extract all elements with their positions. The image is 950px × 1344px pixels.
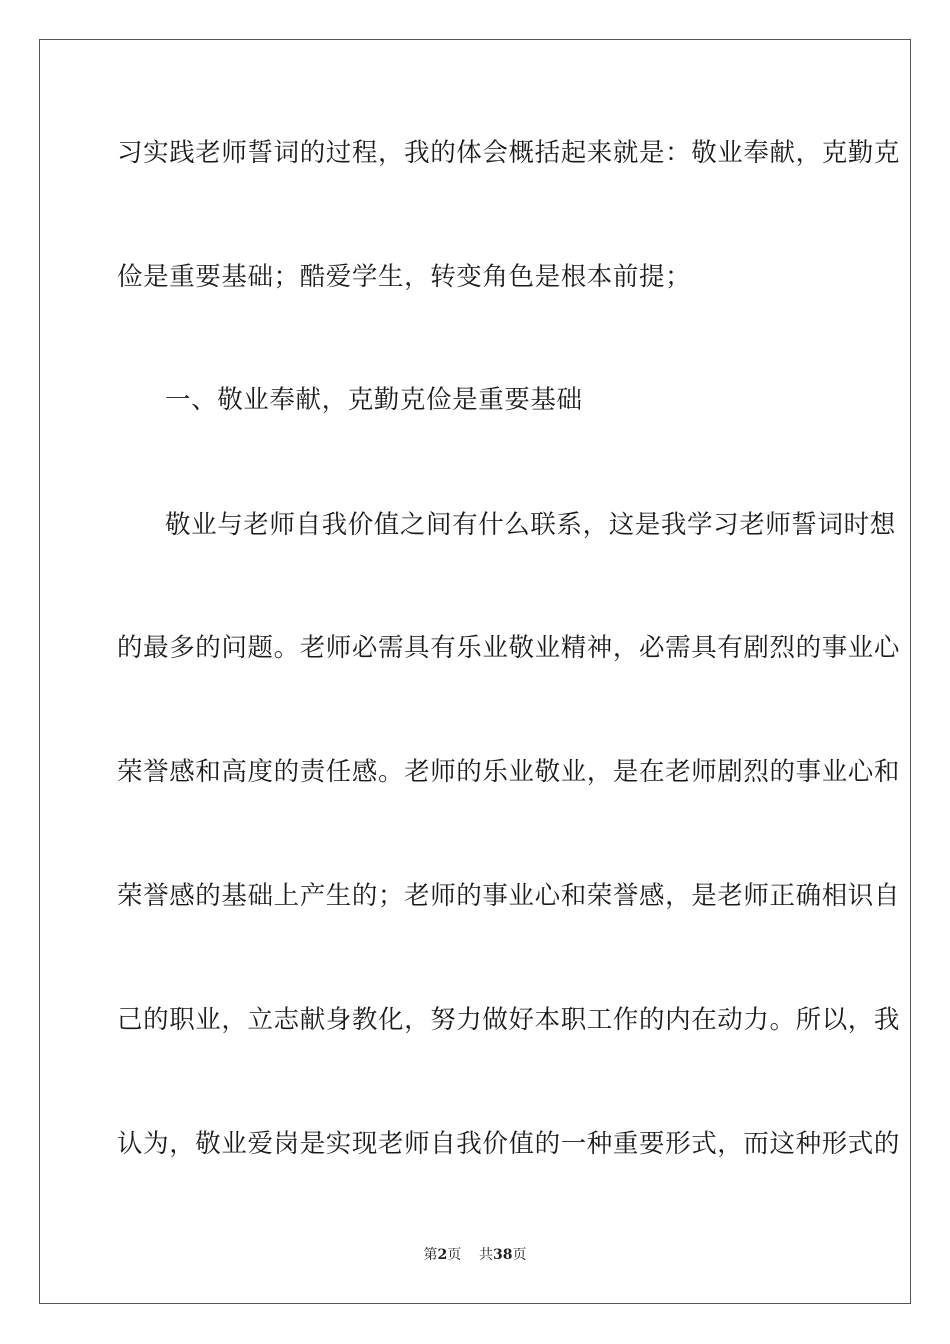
body-text-line: 敬业与老师自我价值之间有什么联系，这是我学习老师誓词时想: [165, 510, 896, 540]
total-pages: 38: [493, 1247, 513, 1263]
page-footer: [0, 1246, 950, 1264]
body-text-line: 荣誉感和高度的责任感。老师的乐业敬业，是在老师剧烈的事业心和: [117, 757, 901, 787]
body-text-line: 荣誉感的基础上产生的；老师的事业心和荣誉感，是老师正确相识自: [117, 881, 901, 911]
total-label-suffix: 页: [512, 1247, 527, 1263]
section-heading: 一、敬业奉献，克勤克俭是重要基础: [165, 385, 583, 415]
page-label-suffix: 页: [447, 1247, 462, 1263]
body-text-line: 认为，敬业爱岗是实现老师自我价值的一种重要形式，而这种形式的: [117, 1129, 901, 1159]
total-label-prefix: 共: [479, 1247, 494, 1263]
body-text-line: 的最多的问题。老师必需具有乐业敬业精神，必需具有剧烈的事业心: [117, 633, 901, 663]
page-label-prefix: 第: [423, 1247, 438, 1263]
body-text-line: 己的职业，立志献身教化，努力做好本职工作的内在动力。所以，我: [117, 1005, 901, 1035]
page-border: [39, 39, 911, 1304]
body-text-line: 习实践老师誓词的过程，我的体会概括起来就是：敬业奉献，克勤克: [117, 138, 901, 168]
body-text-line: 俭是重要基础；酷爱学生，转变角色是根本前提；: [117, 262, 692, 292]
page-number: 2: [437, 1247, 448, 1263]
